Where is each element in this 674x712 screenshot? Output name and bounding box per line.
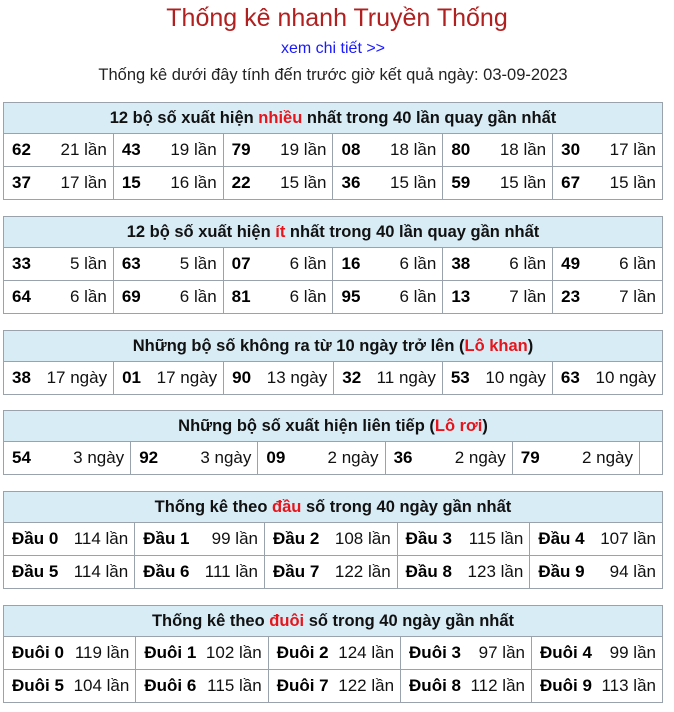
stat-number: 95: [341, 287, 361, 306]
stat-count: 3 ngày: [200, 448, 252, 467]
section-title-text: ): [527, 336, 534, 355]
stat-count: 102 lần: [205, 643, 262, 662]
stat-cell: [443, 134, 553, 167]
section-title-highlight: nhiều: [258, 108, 303, 127]
stat-number: 15: [121, 173, 141, 192]
stat-cell: [553, 248, 663, 281]
stat-number: Đầu 4: [538, 529, 585, 548]
table-row: [4, 670, 663, 703]
stat-number: 67: [561, 173, 581, 192]
stat-number: 23: [561, 287, 581, 306]
section-title: [4, 217, 663, 248]
stat-number: 92: [139, 448, 159, 467]
stat-cell: [4, 134, 114, 167]
table-row: [4, 637, 663, 670]
stat-cell: [135, 523, 265, 556]
stat-count: 6 lần: [69, 287, 107, 306]
stat-count: 17 ngày: [156, 368, 218, 387]
stat-number: 08: [341, 140, 361, 159]
stat-count: 6 lần: [289, 254, 327, 273]
stat-count: 123 lần: [467, 562, 524, 581]
stat-count: 107 lần: [600, 529, 656, 548]
stat-cell: [223, 134, 333, 167]
stat-number: 90: [232, 368, 252, 387]
stat-count: 17 lần: [609, 140, 656, 159]
stat-cell: [334, 362, 443, 395]
stat-number: 43: [121, 140, 141, 159]
stat-cell: [553, 281, 663, 314]
stat-cell: [530, 523, 663, 556]
stat-count: 104 lần: [73, 676, 130, 695]
section-title: [4, 331, 663, 362]
stat-cell: [4, 523, 135, 556]
stat-number: Đầu 8: [405, 562, 452, 581]
stat-count: 119 lần: [74, 643, 130, 662]
section-title: [4, 492, 663, 523]
lo-roi-table: [3, 410, 663, 475]
stat-number: 22: [231, 173, 251, 192]
stat-cell: [135, 556, 265, 589]
stat-number: Đuôi 7: [276, 676, 329, 695]
stat-number: Đuôi 5: [12, 676, 64, 695]
section-title-text: 12 bộ số xuất hiện: [126, 222, 276, 241]
stat-count: 2 ngày: [327, 448, 379, 467]
stat-count: 17 lần: [60, 173, 107, 192]
stat-number: 63: [560, 368, 580, 387]
stat-cell: [223, 248, 333, 281]
stat-count: 11 ngày: [376, 368, 436, 387]
stat-count: 99 lần: [211, 529, 258, 548]
table-row: [4, 556, 663, 589]
stat-cell: [265, 523, 398, 556]
stat-count: 6 lần: [179, 287, 217, 306]
stat-cell: [443, 167, 553, 200]
stat-number: 63: [121, 254, 141, 273]
stat-number: 79: [520, 448, 540, 467]
stat-count: 6 lần: [619, 254, 656, 273]
stat-number: Đầu 1: [143, 529, 190, 548]
section-title: [4, 411, 663, 442]
stat-count: 15 lần: [389, 173, 437, 192]
most-frequent-table: [3, 102, 663, 200]
stat-count: 2 ngày: [454, 448, 506, 467]
stat-cell: [268, 637, 400, 670]
stat-number: Đuôi 0: [12, 643, 64, 662]
stat-cell: [385, 442, 512, 475]
stat-cell: [553, 167, 663, 200]
section-title: [4, 103, 663, 134]
stat-count: 6 lần: [399, 254, 437, 273]
least-frequent-table: [3, 216, 663, 314]
stat-number: 59: [451, 173, 471, 192]
stat-count: 10 ngày: [485, 368, 546, 387]
stat-count: 18 lần: [499, 140, 547, 159]
stat-number: 38: [451, 254, 471, 273]
section-title-highlight: ít: [275, 222, 286, 241]
section-title-text: Những bộ số xuất hiện liên tiếp (: [178, 416, 435, 435]
table-row: [4, 281, 663, 314]
section-title: [4, 606, 663, 637]
stat-number: 07: [231, 254, 251, 273]
stat-number: 36: [393, 448, 413, 467]
stat-number: 80: [451, 140, 471, 159]
stat-cell: [397, 556, 530, 589]
stat-count: 115 lần: [468, 529, 524, 548]
stat-count: 94 lần: [609, 562, 656, 581]
table-row: [4, 134, 663, 167]
stat-number: 32: [342, 368, 362, 387]
stat-number: Đuôi 3: [409, 643, 461, 662]
stat-number: 54: [12, 448, 31, 467]
stat-number: 30: [561, 140, 581, 159]
stat-number: Đuôi 6: [144, 676, 197, 695]
table-row: [4, 523, 663, 556]
stat-number: Đầu 7: [273, 562, 320, 581]
stat-count: 115 lần: [207, 676, 262, 695]
stat-cell: [4, 167, 114, 200]
stat-count: 19 lần: [280, 140, 327, 159]
stat-number: 09: [266, 448, 286, 467]
stat-count: 19 lần: [170, 140, 217, 159]
stat-count: 122 lần: [334, 562, 391, 581]
stat-count: 5 lần: [179, 254, 217, 273]
stat-count: 6 lần: [509, 254, 547, 273]
stat-number: 13: [451, 287, 471, 306]
table-row: [4, 248, 663, 281]
stat-number: Đuôi 1: [144, 643, 197, 662]
stat-number: 37: [12, 173, 31, 192]
dau-stats-table: [3, 491, 663, 589]
stat-count: 108 lần: [334, 529, 391, 548]
stat-cell: [442, 362, 552, 395]
section-title-text: nhất trong 40 lần quay gần nhất: [302, 108, 557, 127]
stat-cell: [4, 670, 136, 703]
stat-number: Đầu 6: [143, 562, 190, 581]
table-row: [4, 442, 663, 475]
stat-count: 2 ngày: [581, 448, 633, 467]
stat-count: 7 lần: [619, 287, 656, 306]
stat-cell: [224, 362, 334, 395]
stat-number: 36: [341, 173, 361, 192]
stat-count: 124 lần: [338, 643, 395, 662]
section-title-highlight: đầu: [272, 497, 302, 516]
stat-cell: [512, 442, 639, 475]
stat-count: 122 lần: [338, 676, 395, 695]
stat-cell: [4, 362, 114, 395]
stat-number: 62: [12, 140, 31, 159]
stat-number: 49: [561, 254, 581, 273]
stat-number: Đầu 5: [12, 562, 59, 581]
stat-cell: [4, 556, 135, 589]
stat-count: 7 lần: [509, 287, 547, 306]
section-title-text: Những bộ số không ra từ 10 ngày trở lên (: [132, 336, 465, 355]
stat-cell: [443, 281, 553, 314]
stat-cell: [552, 362, 662, 395]
stat-cell: [4, 442, 131, 475]
stat-number: 53: [450, 368, 470, 387]
stat-cell: [258, 442, 385, 475]
stat-count: 15 lần: [609, 173, 656, 192]
stat-cell: [532, 637, 663, 670]
section-title-text: số trong 40 ngày gần nhất: [304, 611, 515, 630]
stat-count: 17 ngày: [46, 368, 108, 387]
stat-number: Đuôi 4: [540, 643, 592, 662]
stat-cell: [4, 637, 136, 670]
stat-number: Đuôi 9: [540, 676, 592, 695]
stat-cell: [532, 670, 663, 703]
stat-count: 6 lần: [289, 287, 327, 306]
section-title-text: số trong 40 ngày gần nhất: [301, 497, 512, 516]
stat-count: 13 ngày: [266, 368, 328, 387]
stat-cell: [265, 556, 398, 589]
empty-cell: [640, 442, 663, 475]
stat-number: Đuôi 2: [276, 643, 329, 662]
stat-cell: [223, 281, 333, 314]
stat-cell: [113, 167, 223, 200]
duoi-stats-table: [3, 605, 663, 703]
stat-number: Đầu 2: [273, 529, 320, 548]
stat-cell: [114, 362, 224, 395]
table-row: [4, 167, 663, 200]
stat-count: 114 lần: [73, 562, 129, 581]
stat-count: 21 lần: [60, 140, 107, 159]
table-row: [4, 362, 663, 395]
page-title: Thống kê nhanh Truyền Thống: [166, 4, 508, 32]
stat-count: 16 lần: [170, 173, 217, 192]
stat-cell: [136, 637, 268, 670]
stat-count: 99 lần: [609, 643, 656, 662]
section-title-text: nhất trong 40 lần quay gần nhất: [285, 222, 540, 241]
stat-number: 01: [122, 368, 141, 387]
stat-number: 38: [12, 368, 31, 387]
section-title-highlight: Lô khan: [464, 336, 528, 355]
stat-number: 33: [12, 254, 31, 273]
stat-number: Đầu 9: [538, 562, 585, 581]
stat-cell: [333, 134, 443, 167]
stat-count: 113 lần: [601, 676, 656, 695]
stat-number: Đuôi 8: [409, 676, 461, 695]
stat-cell: [223, 167, 333, 200]
stat-number: 16: [341, 254, 361, 273]
stat-cell: [397, 523, 530, 556]
stat-count: 114 lần: [73, 529, 129, 548]
stat-number: Đầu 0: [12, 529, 59, 548]
stat-cell: [333, 281, 443, 314]
stat-count: 15 lần: [499, 173, 547, 192]
stat-cell: [113, 281, 223, 314]
stat-number: 64: [12, 287, 31, 306]
stat-cell: [113, 134, 223, 167]
stat-cell: [268, 670, 400, 703]
section-title-text: 12 bộ số xuất hiện: [109, 108, 259, 127]
stat-count: 15 lần: [280, 173, 327, 192]
stat-count: 10 ngày: [595, 368, 656, 387]
stat-cell: [4, 281, 114, 314]
lo-khan-table: [3, 330, 663, 395]
stat-count: 6 lần: [399, 287, 437, 306]
page-subtitle: Thống kê dưới đây tính đến trước giờ kết quả ngày: 03-09-2023: [98, 66, 568, 84]
stat-cell: [553, 134, 663, 167]
stat-count: 112 lần: [470, 676, 525, 695]
section-title-highlight: đuôi: [269, 611, 305, 630]
detail-link[interactable]: xem chi tiết >>: [280, 40, 386, 57]
stat-cell: [113, 248, 223, 281]
stat-count: 97 lần: [478, 643, 525, 662]
section-title-text: Thống kê theo: [151, 611, 270, 630]
stat-cell: [401, 670, 532, 703]
stat-number: 81: [231, 287, 251, 306]
stat-cell: [401, 637, 532, 670]
stat-count: 18 lần: [389, 140, 437, 159]
stat-cell: [333, 167, 443, 200]
stat-count: 111 lần: [204, 562, 258, 581]
stat-cell: [530, 556, 663, 589]
section-title-highlight: Lô rơi: [434, 416, 483, 435]
section-title-text: Thống kê theo: [154, 497, 273, 516]
stat-cell: [4, 248, 114, 281]
stat-cell: [131, 442, 258, 475]
stat-number: Đầu 3: [405, 529, 452, 548]
stat-cell: [136, 670, 268, 703]
stat-cell: [443, 248, 553, 281]
section-title-text: ): [482, 416, 488, 435]
stat-count: 3 ngày: [73, 448, 125, 467]
stat-number: 69: [121, 287, 141, 306]
stat-number: 79: [231, 140, 251, 159]
stat-cell: [333, 248, 443, 281]
stat-count: 5 lần: [69, 254, 107, 273]
